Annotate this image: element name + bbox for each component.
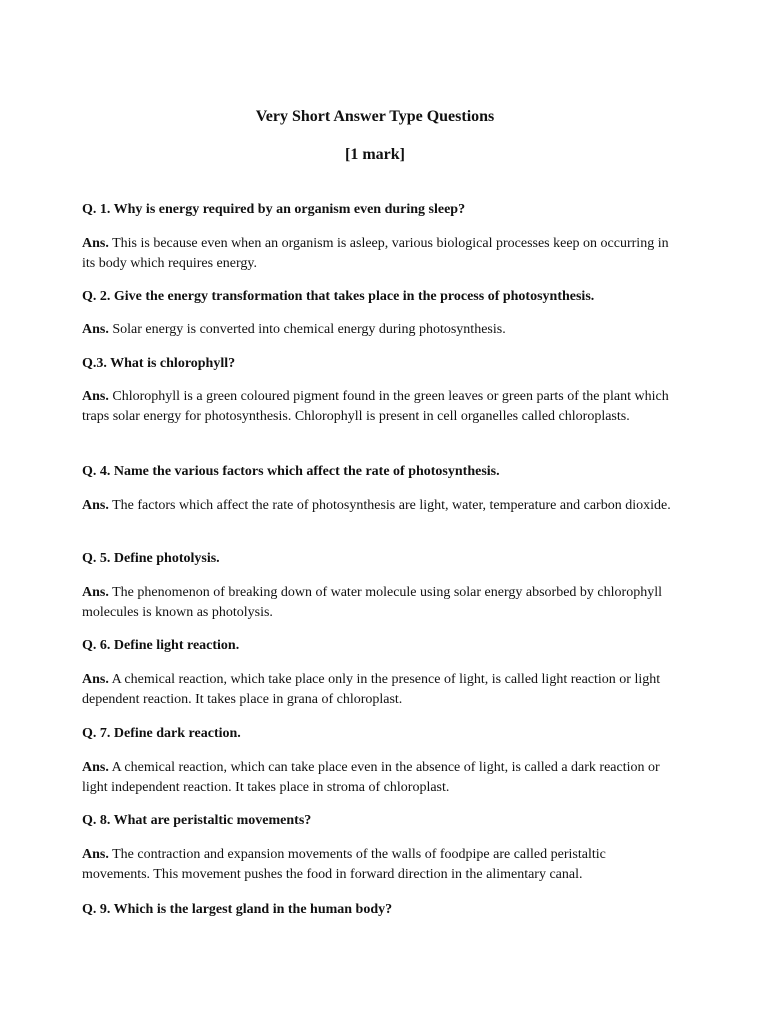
answer-text <box>82 496 672 516</box>
answer-body: The phenomenon of breaking down of water molecule using solar energy absorbed by chlorophyll molecules is known as photolysis. <box>82 585 662 620</box>
question-text: Q. 5. Define photolysis. <box>82 551 220 566</box>
qa-item <box>82 462 672 516</box>
answer-body: A chemical reaction, which take place only in the presence of light, is called light reaction or light dependent reaction. It takes place in grana of chloroplast. <box>82 672 661 707</box>
qa-item <box>82 636 672 710</box>
question-text: Q. 4. Name the various factors which affect the rate of photosynthesis. <box>82 464 500 479</box>
answer-text <box>82 320 672 340</box>
answer-text <box>82 845 672 885</box>
question-text: Q.3. What is chlorophyll? <box>82 356 236 371</box>
answer-body: A chemical reaction, which can take place even in the absence of light, is called a dark reaction or light independent reaction. It takes place in stroma of chloroplast. <box>82 760 660 795</box>
question-text: Q. 9. Which is the largest gland in the human body? <box>82 902 393 917</box>
qa-item <box>82 724 672 798</box>
qa-item <box>82 354 672 427</box>
answer-body: The contraction and expansion movements of the walls of foodpipe are called peristaltic movements. This movement pushes the food in forward direction in the alimentary canal. <box>82 847 606 882</box>
answer-body: Chlorophyll is a green coloured pigment found in the green leaves or green parts of the plant which traps solar energy for photosynthesis. Chlorophyll is present in cell organelles called chloroplasts. <box>82 389 669 424</box>
answer-label: Ans. <box>82 498 109 513</box>
page-title: Very Short Answer Type Questions <box>255 108 495 125</box>
answer-label: Ans. <box>82 236 109 251</box>
answer-label: Ans. <box>82 322 109 337</box>
answer-text <box>82 583 672 623</box>
question-text: Q. 8. What are peristaltic movements? <box>82 813 312 828</box>
answer-text <box>82 234 672 274</box>
qa-item <box>82 287 672 340</box>
question-text: Q. 7. Define dark reaction. <box>82 726 241 741</box>
answer-text <box>82 670 672 710</box>
answer-text <box>82 758 672 798</box>
qa-item <box>82 549 672 623</box>
answer-text <box>82 387 672 427</box>
page-subtitle: [1 mark] <box>345 146 405 163</box>
qa-item <box>82 900 672 920</box>
question-text: Q. 2. Give the energy transformation that takes place in the process of photosynthesis. <box>82 289 595 304</box>
answer-body: Solar energy is converted into chemical energy during photosynthesis. <box>112 322 506 337</box>
answer-label: Ans. <box>82 672 109 687</box>
question-text: Q. 6. Define light reaction. <box>82 638 240 653</box>
answer-label: Ans. <box>82 760 109 775</box>
answer-label: Ans. <box>82 389 109 404</box>
answer-label: Ans. <box>82 585 109 600</box>
qa-item <box>82 200 672 274</box>
qa-item <box>82 811 672 885</box>
answer-body: This is because even when an organism is asleep, various biological processes keep on occurring in its body which requires energy. <box>82 236 669 271</box>
answer-body: The factors which affect the rate of photosynthesis are light, water, temperature and carbon dioxide. <box>112 498 671 513</box>
question-text: Q. 1. Why is energy required by an organism even during sleep? <box>82 202 466 217</box>
answer-label: Ans. <box>82 847 109 862</box>
